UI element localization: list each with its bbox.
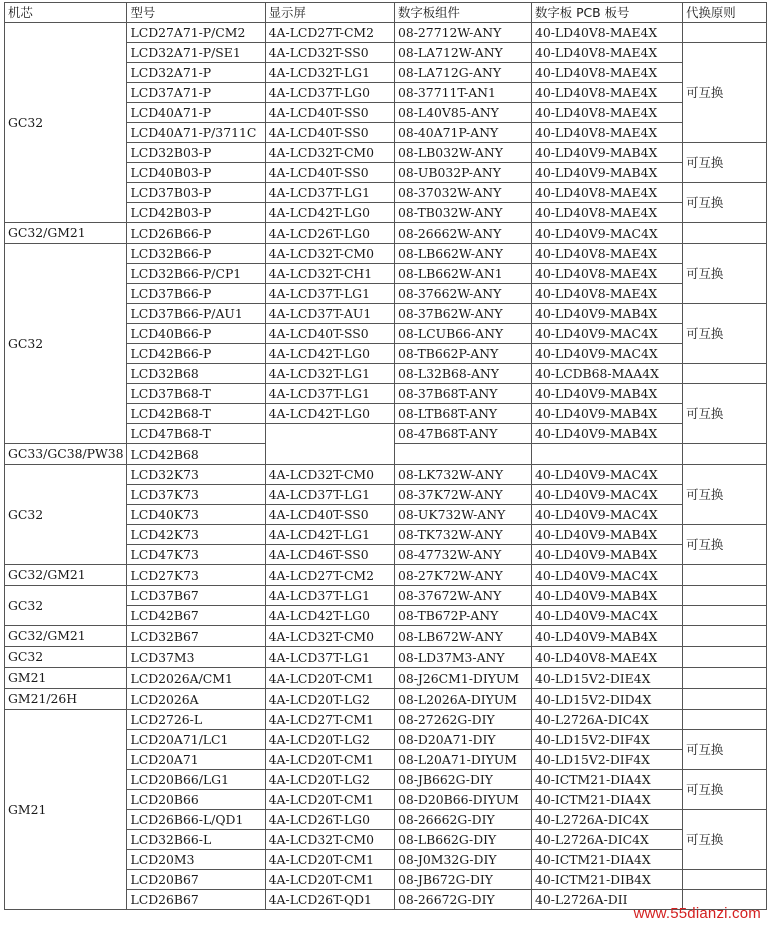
chassis-cell: GM21 — [5, 668, 127, 689]
model-cell: LCD32B66-P — [127, 244, 265, 264]
screen-cell: 4A-LCD27T-CM1 — [265, 710, 394, 730]
model-cell: LCD20B66/LG1 — [127, 770, 265, 790]
assembly-cell: 08-26662W-ANY — [394, 223, 531, 244]
chassis-cell: GC32 — [5, 23, 127, 223]
table-row — [5, 223, 767, 244]
pcb-cell: 40-LD40V9-MAC4X — [531, 223, 682, 244]
pcb-cell: 40-LD40V8-MAE4X — [531, 647, 682, 668]
assembly-cell: 08-27262G-DIY — [394, 710, 531, 730]
model-cell: LCD37B66-P — [127, 284, 265, 304]
model-cell: LCD32B66-P/CP1 — [127, 264, 265, 284]
assembly-cell: 08-L2026A-DIYUM — [394, 689, 531, 710]
model-cell: LCD37K73 — [127, 485, 265, 505]
header-screen: 显示屏 — [265, 3, 394, 23]
chassis-cell: GM21 — [5, 710, 127, 910]
pcb-cell: 40-LD40V9-MAB4X — [531, 304, 682, 324]
assembly-cell: 08-LB662W-ANY — [394, 244, 531, 264]
assembly-cell: 08-37B68T-ANY — [394, 384, 531, 404]
screen-cell: 4A-LCD32T-LG1 — [265, 63, 394, 83]
model-cell: LCD37A71-P — [127, 83, 265, 103]
pcb-cell: 40-ICTM21-DIB4X — [531, 870, 682, 890]
pcb-cell: 40-LD15V2-DID4X — [531, 689, 682, 710]
model-cell: LCD32A71-P/SE1 — [127, 43, 265, 63]
screen-cell: 4A-LCD26T-LG0 — [265, 223, 394, 244]
screen-cell: 4A-LCD46T-SS0 — [265, 545, 394, 565]
header-row — [5, 3, 767, 23]
screen-cell: 4A-LCD32T-CH1 — [265, 264, 394, 284]
screen-cell: 4A-LCD37T-AU1 — [265, 304, 394, 324]
model-cell: LCD40B66-P — [127, 324, 265, 344]
chassis-cell: GC33/GC38/PW38 — [5, 444, 127, 465]
assembly-cell: 08-TB662P-ANY — [394, 344, 531, 364]
pcb-cell: 40-LD40V9-MAB4X — [531, 424, 682, 444]
screen-cell: 4A-LCD32T-CM0 — [265, 626, 394, 647]
model-cell: LCD40A71-P/3711C — [127, 123, 265, 143]
model-cell: LCD40B03-P — [127, 163, 265, 183]
screen-cell: 4A-LCD20T-LG2 — [265, 770, 394, 790]
model-cell: LCD32K73 — [127, 465, 265, 485]
assembly-cell: 08-26662G-DIY — [394, 810, 531, 830]
screen-cell: 4A-LCD32T-CM0 — [265, 143, 394, 163]
model-cell: LCD20A71 — [127, 750, 265, 770]
screen-cell: 4A-LCD32T-LG1 — [265, 364, 394, 384]
assembly-cell: 08-L32B68-ANY — [394, 364, 531, 384]
pcb-cell: 40-LD40V9-MAB4X — [531, 143, 682, 163]
table-row — [5, 626, 767, 647]
assembly-cell: 08-D20A71-DIY — [394, 730, 531, 750]
model-cell: LCD26B66-L/QD1 — [127, 810, 265, 830]
assembly-cell: 08-LD37M3-ANY — [394, 647, 531, 668]
assembly-cell: 08-LA712W-ANY — [394, 43, 531, 63]
assembly-cell: 08-LA712G-ANY — [394, 63, 531, 83]
rule-cell — [683, 647, 767, 668]
model-cell: LCD40K73 — [127, 505, 265, 525]
pcb-cell: 40-L2726A-DIC4X — [531, 830, 682, 850]
model-cell: LCD32B03-P — [127, 143, 265, 163]
assembly-cell: 08-LB032W-ANY — [394, 143, 531, 163]
pcb-cell: 40-LD40V8-MAE4X — [531, 103, 682, 123]
rule-cell: 可互换 — [683, 304, 767, 364]
pcb-cell: 40-ICTM21-DIA4X — [531, 790, 682, 810]
rule-cell: 可互换 — [683, 43, 767, 143]
model-cell: LCD2026A — [127, 689, 265, 710]
pcb-cell: 40-LD40V8-MAE4X — [531, 123, 682, 143]
assembly-cell: 08-JB672G-DIY — [394, 870, 531, 890]
screen-cell: 4A-LCD32T-SS0 — [265, 43, 394, 63]
table-row — [5, 23, 767, 43]
assembly-cell: 08-37B62W-ANY — [394, 304, 531, 324]
assembly-cell: 08-27K72W-ANY — [394, 565, 531, 586]
assembly-cell: 08-LK732W-ANY — [394, 465, 531, 485]
pcb-cell: 40-L2726A-DIC4X — [531, 810, 682, 830]
compatibility-table — [4, 2, 767, 910]
pcb-cell: 40-LD40V9-MAB4X — [531, 626, 682, 647]
assembly-cell: 08-TB032W-ANY — [394, 203, 531, 223]
pcb-cell: 40-LD40V9-MAC4X — [531, 344, 682, 364]
assembly-cell: 08-40A71P-ANY — [394, 123, 531, 143]
screen-cell: 4A-LCD40T-SS0 — [265, 123, 394, 143]
model-cell: LCD42B66-P — [127, 344, 265, 364]
chassis-cell: GC32/GM21 — [5, 565, 127, 586]
chassis-cell: GC32 — [5, 586, 127, 626]
screen-cell: 4A-LCD42T-LG0 — [265, 606, 394, 626]
table-row — [5, 710, 767, 730]
rule-cell: 可互换 — [683, 143, 767, 183]
model-cell: LCD47K73 — [127, 545, 265, 565]
pcb-cell: 40-ICTM21-DIA4X — [531, 770, 682, 790]
rule-cell — [683, 689, 767, 710]
assembly-cell: 08-37662W-ANY — [394, 284, 531, 304]
screen-cell: 4A-LCD40T-SS0 — [265, 505, 394, 525]
assembly-cell: 08-47732W-ANY — [394, 545, 531, 565]
chassis-cell: GC32/GM21 — [5, 223, 127, 244]
screen-cell: 4A-LCD26T-LG0 — [265, 810, 394, 830]
screen-cell: 4A-LCD37T-LG0 — [265, 83, 394, 103]
assembly-cell: 08-LB672W-ANY — [394, 626, 531, 647]
assembly-cell: 08-26672G-DIY — [394, 890, 531, 910]
table-body — [5, 23, 767, 910]
model-cell: LCD37B67 — [127, 586, 265, 606]
model-cell: LCD27K73 — [127, 565, 265, 586]
screen-cell: 4A-LCD40T-SS0 — [265, 103, 394, 123]
rule-cell — [683, 444, 767, 465]
rule-cell: 可互换 — [683, 384, 767, 444]
model-cell: LCD32B68 — [127, 364, 265, 384]
pcb-cell: 40-L2726A-DII — [531, 890, 682, 910]
model-cell: LCD32A71-P — [127, 63, 265, 83]
model-cell: LCD2026A/CM1 — [127, 668, 265, 689]
rule-cell — [683, 23, 767, 43]
pcb-cell — [531, 444, 682, 465]
rule-cell — [683, 626, 767, 647]
table-row — [5, 647, 767, 668]
screen-cell: 4A-LCD20T-CM1 — [265, 850, 394, 870]
model-cell: LCD2726-L — [127, 710, 265, 730]
header-pcb: 数字板 PCB 板号 — [531, 3, 682, 23]
chassis-cell: GC32 — [5, 244, 127, 444]
assembly-cell: 08-L40V85-ANY — [394, 103, 531, 123]
assembly-cell: 08-47B68T-ANY — [394, 424, 531, 444]
header-assembly: 数字板组件 — [394, 3, 531, 23]
pcb-cell: 40-ICTM21-DIA4X — [531, 850, 682, 870]
model-cell: LCD37M3 — [127, 647, 265, 668]
assembly-cell: 08-LB662G-DIY — [394, 830, 531, 850]
screen-cell: 4A-LCD37T-LG1 — [265, 647, 394, 668]
table-row — [5, 586, 767, 606]
model-cell: LCD37B66-P/AU1 — [127, 304, 265, 324]
screen-cell: 4A-LCD27T-CM2 — [265, 565, 394, 586]
rule-cell — [683, 606, 767, 626]
table-row — [5, 465, 767, 485]
screen-cell: 4A-LCD42T-LG1 — [265, 525, 394, 545]
pcb-cell: 40-LD40V9-MAB4X — [531, 163, 682, 183]
pcb-cell: 40-LD40V8-MAE4X — [531, 183, 682, 203]
pcb-cell: 40-LD40V9-MAC4X — [531, 465, 682, 485]
assembly-cell: 08-LCUB66-ANY — [394, 324, 531, 344]
rule-cell: 可互换 — [683, 810, 767, 870]
pcb-cell: 40-LD40V8-MAE4X — [531, 264, 682, 284]
header-rule: 代换原则 — [683, 3, 767, 23]
model-cell: LCD26B67 — [127, 890, 265, 910]
assembly-cell: 08-L20A71-DIYUM — [394, 750, 531, 770]
pcb-cell: 40-LD40V9-MAB4X — [531, 586, 682, 606]
pcb-cell: 40-LD15V2-DIF4X — [531, 750, 682, 770]
pcb-cell: 40-LD40V9-MAC4X — [531, 606, 682, 626]
rule-cell — [683, 565, 767, 586]
pcb-cell: 40-LD40V8-MAE4X — [531, 63, 682, 83]
assembly-cell: 08-37672W-ANY — [394, 586, 531, 606]
assembly-cell: 08-UB032P-ANY — [394, 163, 531, 183]
rule-cell: 可互换 — [683, 525, 767, 565]
rule-cell: 可互换 — [683, 183, 767, 223]
screen-cell: 4A-LCD37T-LG1 — [265, 183, 394, 203]
assembly-cell: 08-J26CM1-DIYUM — [394, 668, 531, 689]
pcb-cell: 40-LD40V8-MAE4X — [531, 23, 682, 43]
screen-cell: 4A-LCD20T-LG2 — [265, 730, 394, 750]
screen-cell: 4A-LCD42T-LG0 — [265, 203, 394, 223]
table-row — [5, 565, 767, 586]
assembly-cell: 08-37032W-ANY — [394, 183, 531, 203]
model-cell: LCD42B03-P — [127, 203, 265, 223]
screen-cell — [265, 424, 394, 465]
screen-cell: 4A-LCD42T-LG0 — [265, 404, 394, 424]
table-row — [5, 668, 767, 689]
rule-cell — [683, 710, 767, 730]
screen-cell: 4A-LCD20T-CM1 — [265, 668, 394, 689]
model-cell: LCD26B66-P — [127, 223, 265, 244]
assembly-cell: 08-TK732W-ANY — [394, 525, 531, 545]
screen-cell: 4A-LCD37T-LG1 — [265, 485, 394, 505]
screen-cell: 4A-LCD32T-CM0 — [265, 465, 394, 485]
model-cell: LCD42B68 — [127, 444, 265, 465]
screen-cell: 4A-LCD42T-LG0 — [265, 344, 394, 364]
model-cell: LCD40A71-P — [127, 103, 265, 123]
model-cell: LCD42B67 — [127, 606, 265, 626]
model-cell: LCD47B68-T — [127, 424, 265, 444]
pcb-cell: 40-LD40V8-MAE4X — [531, 83, 682, 103]
model-cell: LCD20B66 — [127, 790, 265, 810]
pcb-cell: 40-LCDB68-MAA4X — [531, 364, 682, 384]
rule-cell — [683, 364, 767, 384]
screen-cell: 4A-LCD20T-CM1 — [265, 790, 394, 810]
model-cell: LCD32B66-L — [127, 830, 265, 850]
assembly-cell: 08-LB662W-AN1 — [394, 264, 531, 284]
pcb-cell: 40-LD40V8-MAE4X — [531, 43, 682, 63]
pcb-cell: 40-LD40V9-MAB4X — [531, 404, 682, 424]
screen-cell: 4A-LCD20T-CM1 — [265, 870, 394, 890]
chassis-cell: GC32 — [5, 465, 127, 565]
model-cell: LCD20B67 — [127, 870, 265, 890]
screen-cell: 4A-LCD37T-LG1 — [265, 284, 394, 304]
assembly-cell: 08-37K72W-ANY — [394, 485, 531, 505]
assembly-cell: 08-D20B66-DIYUM — [394, 790, 531, 810]
pcb-cell: 40-LD40V9-MAC4X — [531, 565, 682, 586]
rule-cell — [683, 586, 767, 606]
rule-cell: 可互换 — [683, 465, 767, 525]
rule-cell — [683, 223, 767, 244]
assembly-cell: 08-UK732W-ANY — [394, 505, 531, 525]
pcb-cell: 40-LD40V8-MAE4X — [531, 284, 682, 304]
model-cell: LCD27A71-P/CM2 — [127, 23, 265, 43]
pcb-cell: 40-LD40V9-MAC4X — [531, 505, 682, 525]
assembly-cell: 08-JB662G-DIY — [394, 770, 531, 790]
screen-cell: 4A-LCD37T-LG1 — [265, 586, 394, 606]
header-model: 型号 — [127, 3, 265, 23]
pcb-cell: 40-LD40V8-MAE4X — [531, 203, 682, 223]
screen-cell: 4A-LCD32T-CM0 — [265, 830, 394, 850]
assembly-cell: 08-TB672P-ANY — [394, 606, 531, 626]
pcb-cell: 40-LD15V2-DIE4X — [531, 668, 682, 689]
pcb-cell: 40-LD40V9-MAC4X — [531, 485, 682, 505]
model-cell: LCD32B67 — [127, 626, 265, 647]
screen-cell: 4A-LCD37T-LG1 — [265, 384, 394, 404]
header-chassis: 机芯 — [5, 3, 127, 23]
assembly-cell: 08-27712W-ANY — [394, 23, 531, 43]
model-cell: LCD42K73 — [127, 525, 265, 545]
screen-cell: 4A-LCD20T-CM1 — [265, 750, 394, 770]
pcb-cell: 40-LD15V2-DIF4X — [531, 730, 682, 750]
model-cell: LCD37B03-P — [127, 183, 265, 203]
table-row — [5, 244, 767, 264]
rule-cell: 可互换 — [683, 244, 767, 304]
model-cell: LCD42B68-T — [127, 404, 265, 424]
rule-cell: 可互换 — [683, 770, 767, 810]
screen-cell: 4A-LCD40T-SS0 — [265, 324, 394, 344]
rule-cell: 可互换 — [683, 730, 767, 770]
model-cell: LCD20A71/LC1 — [127, 730, 265, 750]
assembly-cell: 08-LTB68T-ANY — [394, 404, 531, 424]
assembly-cell: 08-37711T-AN1 — [394, 83, 531, 103]
screen-cell: 4A-LCD26T-QD1 — [265, 890, 394, 910]
pcb-cell: 40-L2726A-DIC4X — [531, 710, 682, 730]
pcb-cell: 40-LD40V8-MAE4X — [531, 244, 682, 264]
screen-cell: 4A-LCD40T-SS0 — [265, 163, 394, 183]
model-cell: LCD37B68-T — [127, 384, 265, 404]
table-row — [5, 689, 767, 710]
model-cell: LCD20M3 — [127, 850, 265, 870]
screen-cell: 4A-LCD20T-LG2 — [265, 689, 394, 710]
pcb-cell: 40-LD40V9-MAB4X — [531, 545, 682, 565]
chassis-cell: GC32/GM21 — [5, 626, 127, 647]
assembly-cell — [394, 444, 531, 465]
chassis-cell: GC32 — [5, 647, 127, 668]
pcb-cell: 40-LD40V9-MAC4X — [531, 324, 682, 344]
rule-cell — [683, 668, 767, 689]
watermark: www.55dianzi.com — [633, 905, 761, 922]
chassis-cell: GM21/26H — [5, 689, 127, 710]
assembly-cell: 08-J0M32G-DIY — [394, 850, 531, 870]
rule-cell — [683, 870, 767, 890]
pcb-cell: 40-LD40V9-MAB4X — [531, 384, 682, 404]
screen-cell: 4A-LCD32T-CM0 — [265, 244, 394, 264]
pcb-cell: 40-LD40V9-MAB4X — [531, 525, 682, 545]
screen-cell: 4A-LCD27T-CM2 — [265, 23, 394, 43]
